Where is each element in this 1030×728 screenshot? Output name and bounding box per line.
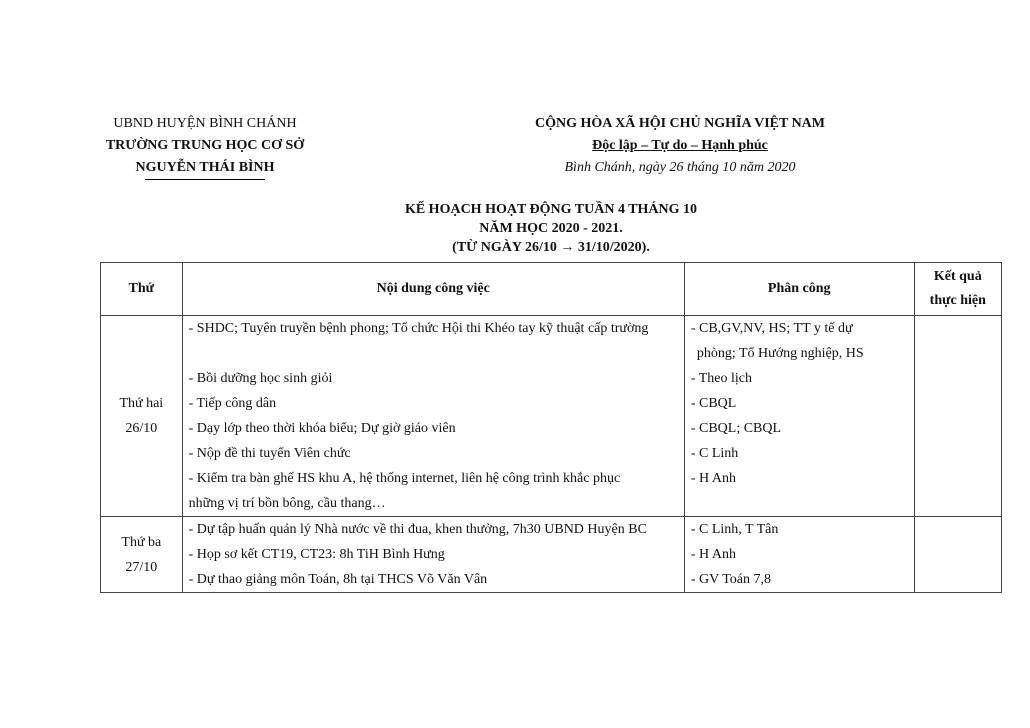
day-name: Thứ ba	[121, 534, 162, 550]
assign-item: - H Anh	[690, 547, 736, 562]
school-type: TRƯỜNG TRUNG HỌC CƠ SỞ	[105, 138, 305, 153]
work-item: - Dự tập huấn quản lý Nhà nước về thi đua, khen thưởng, 7h30 UBND Huyện BC	[188, 522, 647, 537]
work-item: - Họp sơ kết CT19, CT23: 8h TiH Bình Hưng	[188, 547, 445, 562]
assign-item: - Theo lịch	[690, 371, 752, 386]
assign-item: - CBQL	[690, 396, 737, 411]
work-item: - Dạy lớp theo thời khóa biểu; Dự giờ giáo viên	[188, 421, 456, 436]
assign-item: - GV Toán 7,8	[690, 572, 771, 587]
work-item: - Nộp đề thi tuyển Viên chức	[188, 446, 351, 461]
schedule-table	[100, 262, 1002, 593]
title-line-3: (TỪ NGÀY 26/10 → 31/10/2020).	[452, 240, 650, 255]
work-item: - Bồi dưỡng học sinh giỏi	[188, 371, 333, 386]
header-assign: Phân công	[684, 263, 914, 316]
divider	[145, 179, 265, 180]
result-cell	[914, 316, 1001, 517]
day-cell	[101, 316, 183, 517]
spacer	[183, 341, 684, 366]
school-header	[60, 113, 350, 180]
document-title	[100, 200, 1002, 257]
table-row	[101, 316, 1002, 517]
header-result-line-1: Kết quả	[933, 269, 982, 284]
table-header-row	[101, 263, 1002, 316]
motto: Độc lập – Tự do – Hạnh phúc	[592, 138, 768, 153]
work-item: - Kiểm tra bàn ghế HS khu A, hệ thống internet, liên hệ công trình khắc phục	[188, 471, 621, 486]
assign-item: - H Anh	[690, 471, 736, 486]
table-row	[101, 517, 1002, 593]
assign-item: - CB,GV,NV, HS; TT y tế dự	[690, 321, 853, 336]
country-name: CỘNG HÒA XÃ HỘI CHỦ NGHĨA VIỆT NAM	[534, 116, 825, 131]
work-item: - Tiếp công dân	[188, 396, 277, 411]
assign-cell	[684, 316, 914, 517]
work-item: - SHDC; Tuyên truyền bệnh phong; Tổ chức Hội thi Khéo tay kỹ thuật cấp trường	[188, 321, 649, 336]
assign-item: - C Linh	[690, 446, 739, 461]
work-item: - Dự thao giảng môn Toán, 8h tại THCS Võ Văn Vân	[188, 572, 488, 587]
assign-item: phòng; Tổ Hướng nghiệp, HS	[696, 346, 864, 361]
work-cell	[182, 316, 684, 517]
assign-item: - CBQL; CBQL	[690, 421, 782, 436]
work-item: những vị trí bồn bông, cầu thang…	[188, 496, 386, 511]
header-result-line-2: thực hiện	[929, 293, 986, 308]
day-cell	[101, 517, 183, 593]
day-date: 27/10	[125, 559, 158, 575]
district-name: UBND HUYỆN BÌNH CHÁNH	[113, 116, 297, 131]
school-name: NGUYỄN THÁI BÌNH	[135, 160, 275, 175]
title-line-1: KẾ HOẠCH HOẠT ĐỘNG TUẦN 4 THÁNG 10	[404, 202, 698, 217]
day-name: Thứ hai	[119, 396, 164, 411]
header-result	[914, 263, 1001, 316]
assign-item: - C Linh, T Tân	[690, 522, 779, 537]
title-line-2: NĂM HỌC 2020 - 2021.	[479, 221, 623, 236]
header-day: Thứ	[101, 263, 183, 316]
header-work: Nội dung công việc	[182, 263, 684, 316]
result-cell	[914, 517, 1001, 593]
assign-cell	[684, 517, 914, 593]
national-header	[475, 113, 885, 179]
place-date: Bình Chánh, ngày 26 tháng 10 năm 2020	[564, 160, 796, 175]
day-date: 26/10	[125, 421, 158, 436]
work-cell	[182, 517, 684, 593]
